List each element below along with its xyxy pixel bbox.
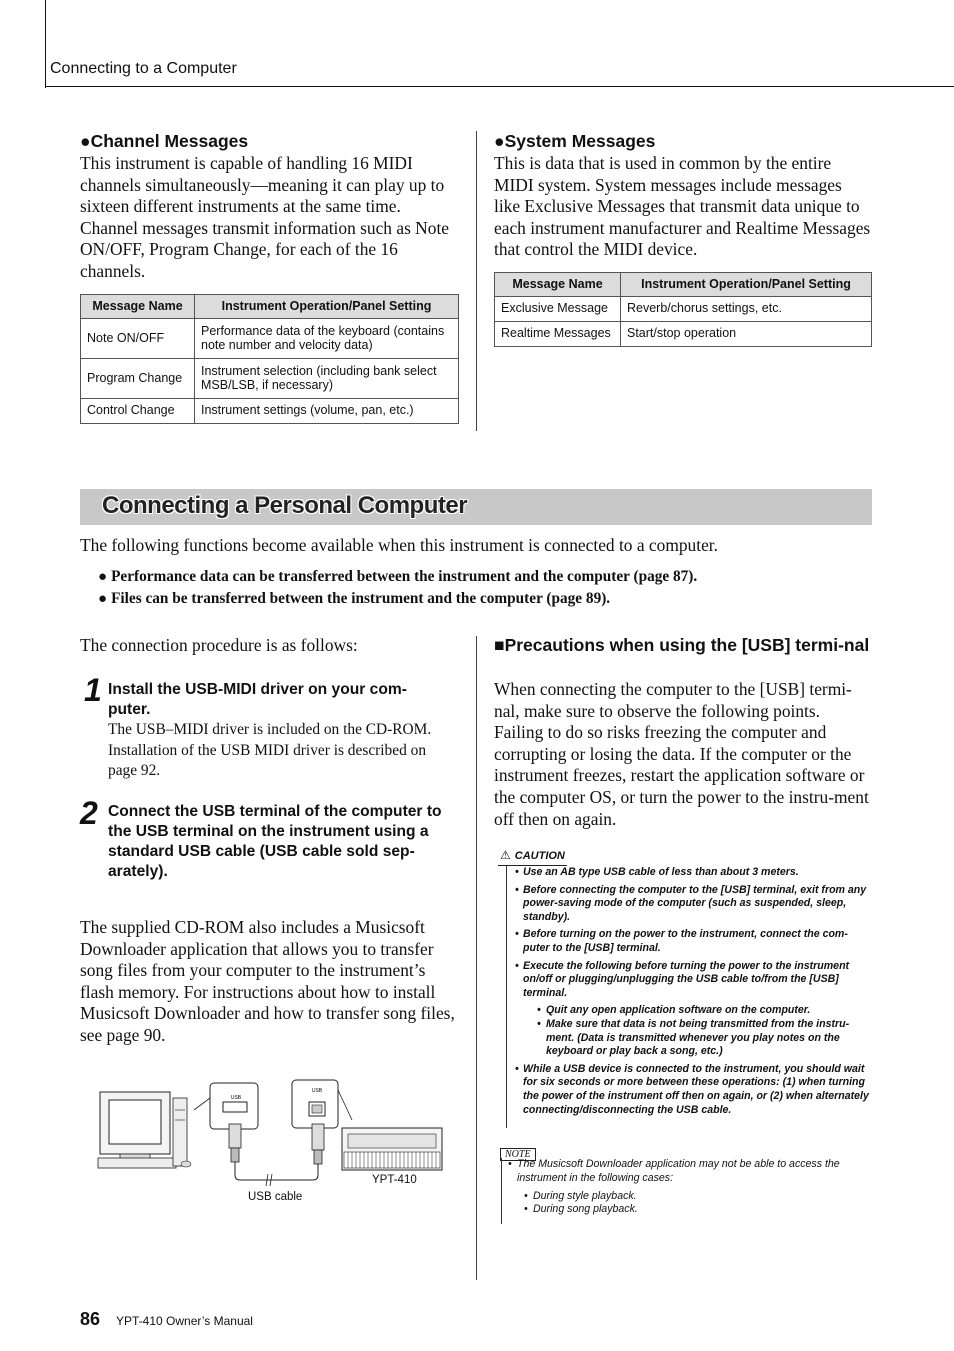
- table-header: Message Name: [81, 295, 195, 319]
- table-cell: Instrument settings (volume, pan, etc.): [195, 398, 459, 423]
- caution-list: [507, 866, 873, 1117]
- table-cell: Realtime Messages: [495, 321, 621, 346]
- table-cell: Program Change: [81, 358, 195, 398]
- connection-illustration: [90, 1050, 460, 1210]
- step-title: Install the USB-MIDI driver on your com-puter.: [108, 681, 407, 718]
- system-table: [494, 272, 872, 347]
- system-heading: ●System Messages: [494, 131, 656, 151]
- bullet-icon: ●: [98, 569, 108, 585]
- list-item: • Before turning on the power to the instrument, connect the com-puter to the [USB] terminal.: [515, 928, 848, 954]
- list-item: • Quit any open application software on the computer.: [537, 1004, 811, 1017]
- channel-body: This instrument is capable of handling 16 MIDI channels simultaneously—meaning it can play up to sixteen different instruments at the same time. Channel messages transmit information such as Note ON/OFF, Program Change, for each of the 16 channels.: [80, 153, 449, 281]
- precautions-body: When connecting the computer to the [USB] termi-nal, make sure to observe the following points. Failing to do so risks freezing the computer and corrupting or losing the data. If the computer or the instrument freezes, restart the application software or the computer OS, or turn the power to the instru-ment off then on again.: [494, 679, 869, 829]
- list-item: • While a USB device is connected to the instrument, you should wait for six seconds or more between these operations: (1) when turning the power of the instrument off then on again, or (2) when alternately connecting/disconnecting the USB cable.: [515, 1062, 869, 1116]
- computer-icon: [98, 1092, 191, 1168]
- system-body: This is data that is used in common by the entire MIDI system. System messages include messages like Exclusive Messages that transmit data unique to each instrument manufacturer and Realtime Messages that control the MIDI device.: [494, 153, 871, 260]
- connection-figure: [90, 1050, 460, 1210]
- page-number: 86: [80, 1309, 101, 1329]
- list-item: • Execute the following before turning the power to the instrument on/off or plugging/unplugging the USB cable to/from the [USB] terminal.: [515, 959, 850, 999]
- musicsoft-paragraph: The supplied CD-ROM also includes a Musicsoft Downloader application that allows you to transfer song files from your computer to the instrument’s flash memory. For instructions about how to install Musicsoft Downloader and how to transfer song files, see page 90.: [80, 917, 455, 1045]
- list-item: • During song playback.: [524, 1203, 638, 1216]
- list-item: • Make sure that data is not being transmitted from the instru-ment. (Data is transmitted whenever you play notes on the keyboard or play back a song, etc.): [537, 1017, 850, 1058]
- table-header: Instrument Operation/Panel Setting: [621, 273, 872, 297]
- bullet-icon: ●: [98, 591, 108, 607]
- warning-icon: ⚠: [500, 848, 511, 862]
- table-cell: Control Change: [81, 398, 195, 423]
- section-banner: [80, 489, 872, 525]
- table-cell: Exclusive Message: [495, 296, 621, 321]
- section-intro: The following functions become available when this instrument is connected to a computer.: [80, 535, 718, 555]
- port-label: USB: [230, 1095, 242, 1101]
- instrument-label: YPT-410: [372, 1174, 417, 1186]
- step-number: 1: [84, 672, 102, 708]
- header-rule-horizontal: [45, 86, 954, 87]
- keyboard-icon: [342, 1128, 442, 1170]
- usb-cable-label: USB cable: [248, 1191, 303, 1203]
- caution-box: [506, 866, 873, 1128]
- header-rule-vertical: [45, 0, 46, 88]
- list-item: • The Musicsoft Downloader application may not be able to access the instrument in the following cases:: [508, 1158, 840, 1184]
- list-item: • Use an AB type USB cable of less than about 3 meters.: [515, 866, 799, 878]
- table-cell: Start/stop operation: [621, 321, 872, 346]
- column-rule-top: [476, 131, 477, 431]
- column-rule-bottom: [476, 636, 477, 1280]
- note-label: NOTE: [500, 1148, 536, 1161]
- step-number: 2: [80, 795, 98, 831]
- procedure-intro: The connection procedure is as follows:: [80, 635, 358, 655]
- section-title: Connecting a Personal Computer: [102, 492, 468, 519]
- table-cell: Instrument selection (including bank select MSB/LSB, if necessary): [195, 358, 459, 398]
- manual-title: YPT-410 Owner’s Manual: [116, 1314, 253, 1328]
- table-header: Message Name: [495, 273, 621, 297]
- channel-table: [80, 294, 459, 424]
- section-bullets: [98, 568, 878, 608]
- list-item: • Before connecting the computer to the [USB] terminal, exit from any power-saving mode of the computer (such as suspended, sleep, standby).: [515, 883, 867, 923]
- list-item: ● Files can be transferred between the instrument and the computer (page 89).: [98, 590, 611, 607]
- step-body: The USB–MIDI driver is included on the CD-ROM. Installation of the USB MIDI driver is described on page 92.: [108, 721, 432, 779]
- list-item: ● Performance data can be transferred between the instrument and the computer (page 87).: [98, 568, 698, 585]
- precautions-heading: ■Precautions when using the [USB] termi-nal: [494, 635, 870, 655]
- table-cell: Note ON/OFF: [81, 318, 195, 358]
- header-title: Connecting to a Computer: [50, 60, 237, 77]
- list-item: • During style playback.: [524, 1189, 637, 1202]
- channel-heading: ●Channel Messages: [80, 131, 249, 151]
- caution-label: CAUTION: [514, 850, 565, 862]
- usb-port-callout-left: [194, 1083, 258, 1162]
- step-title: Connect the USB terminal of the computer to the USB terminal on the instrument using a standard USB cable (USB cable sold sep-arately).: [108, 803, 442, 880]
- port-label: USB: [311, 1088, 323, 1094]
- note-box: [501, 1158, 872, 1224]
- table-cell: Reverb/chorus settings, etc.: [621, 296, 872, 321]
- table-cell: Performance data of the keyboard (contains note number and velocity data): [195, 318, 459, 358]
- caution-label-box: [498, 846, 567, 866]
- table-header: Instrument Operation/Panel Setting: [195, 295, 459, 319]
